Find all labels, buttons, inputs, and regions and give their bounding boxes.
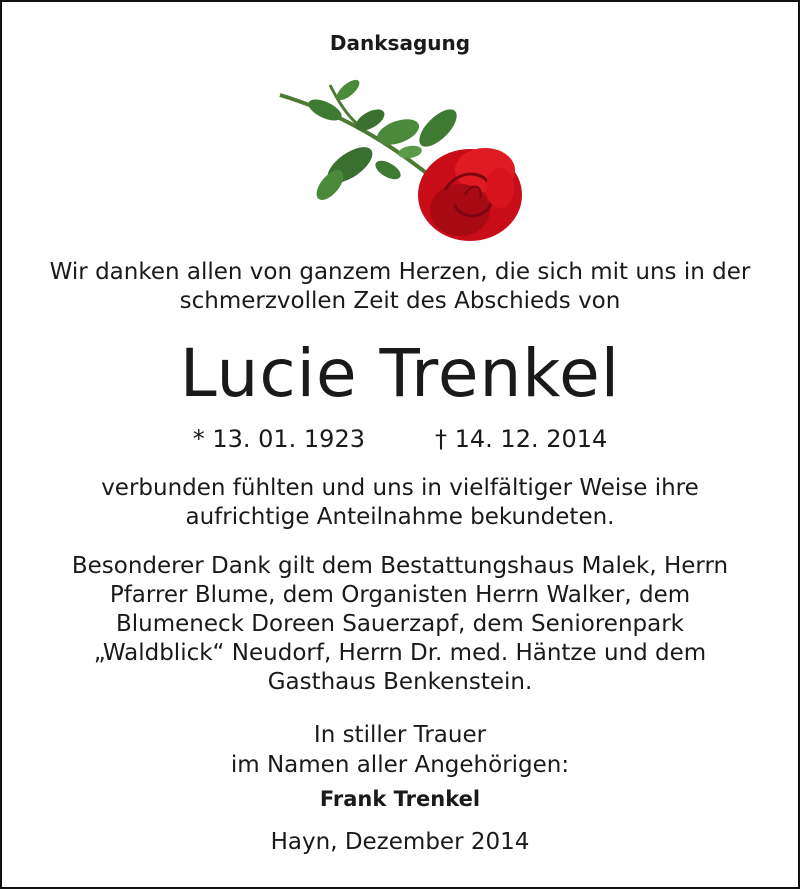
birth-date: * 13. 01. 1923	[192, 425, 365, 453]
rose-icon	[270, 70, 530, 250]
thanks-line-3: Blumeneck Doreen Sauerzapf, dem Seniorenpark	[116, 611, 684, 637]
middle-line-1: verbunden fühlten und uns in vielfältiger Weise ihre	[101, 475, 699, 501]
intro-line-1: Wir danken allen von ganzem Herzen, die sich mit uns in der	[49, 259, 751, 285]
place-date: Hayn, Dezember 2014	[270, 829, 530, 855]
thanks-line-5: Gasthaus Benkenstein.	[267, 669, 533, 695]
thanks-line-2: Pfarrer Blume, dem Organisten Herrn Walker, dem	[109, 582, 691, 608]
thanks-text	[0, 552, 800, 697]
middle-text	[0, 474, 800, 532]
closing-text	[0, 720, 800, 780]
thanks-line-1: Besonderer Dank gilt dem Bestattungshaus Malek, Herrn	[71, 553, 729, 579]
closing-line-1: In stiller Trauer	[313, 722, 487, 748]
notice-heading: Danksagung	[329, 31, 471, 55]
thanks-line-4: „Waldblick“ Neudorf, Herrn Dr. med. Häntze und dem	[93, 640, 707, 666]
middle-line-2: aufrichtige Anteilnahme bekundeten.	[185, 504, 615, 530]
deceased-name: Lucie Trenkel	[179, 335, 621, 412]
life-dates	[0, 424, 800, 454]
signer-name: Frank Trenkel	[319, 787, 481, 811]
intro-line-2: schmerzvollen Zeit des Abschieds von	[179, 288, 621, 314]
closing-line-2: im Namen aller Angehörigen:	[230, 752, 570, 778]
death-date: † 14. 12. 2014	[435, 425, 608, 453]
intro-text	[0, 258, 800, 316]
